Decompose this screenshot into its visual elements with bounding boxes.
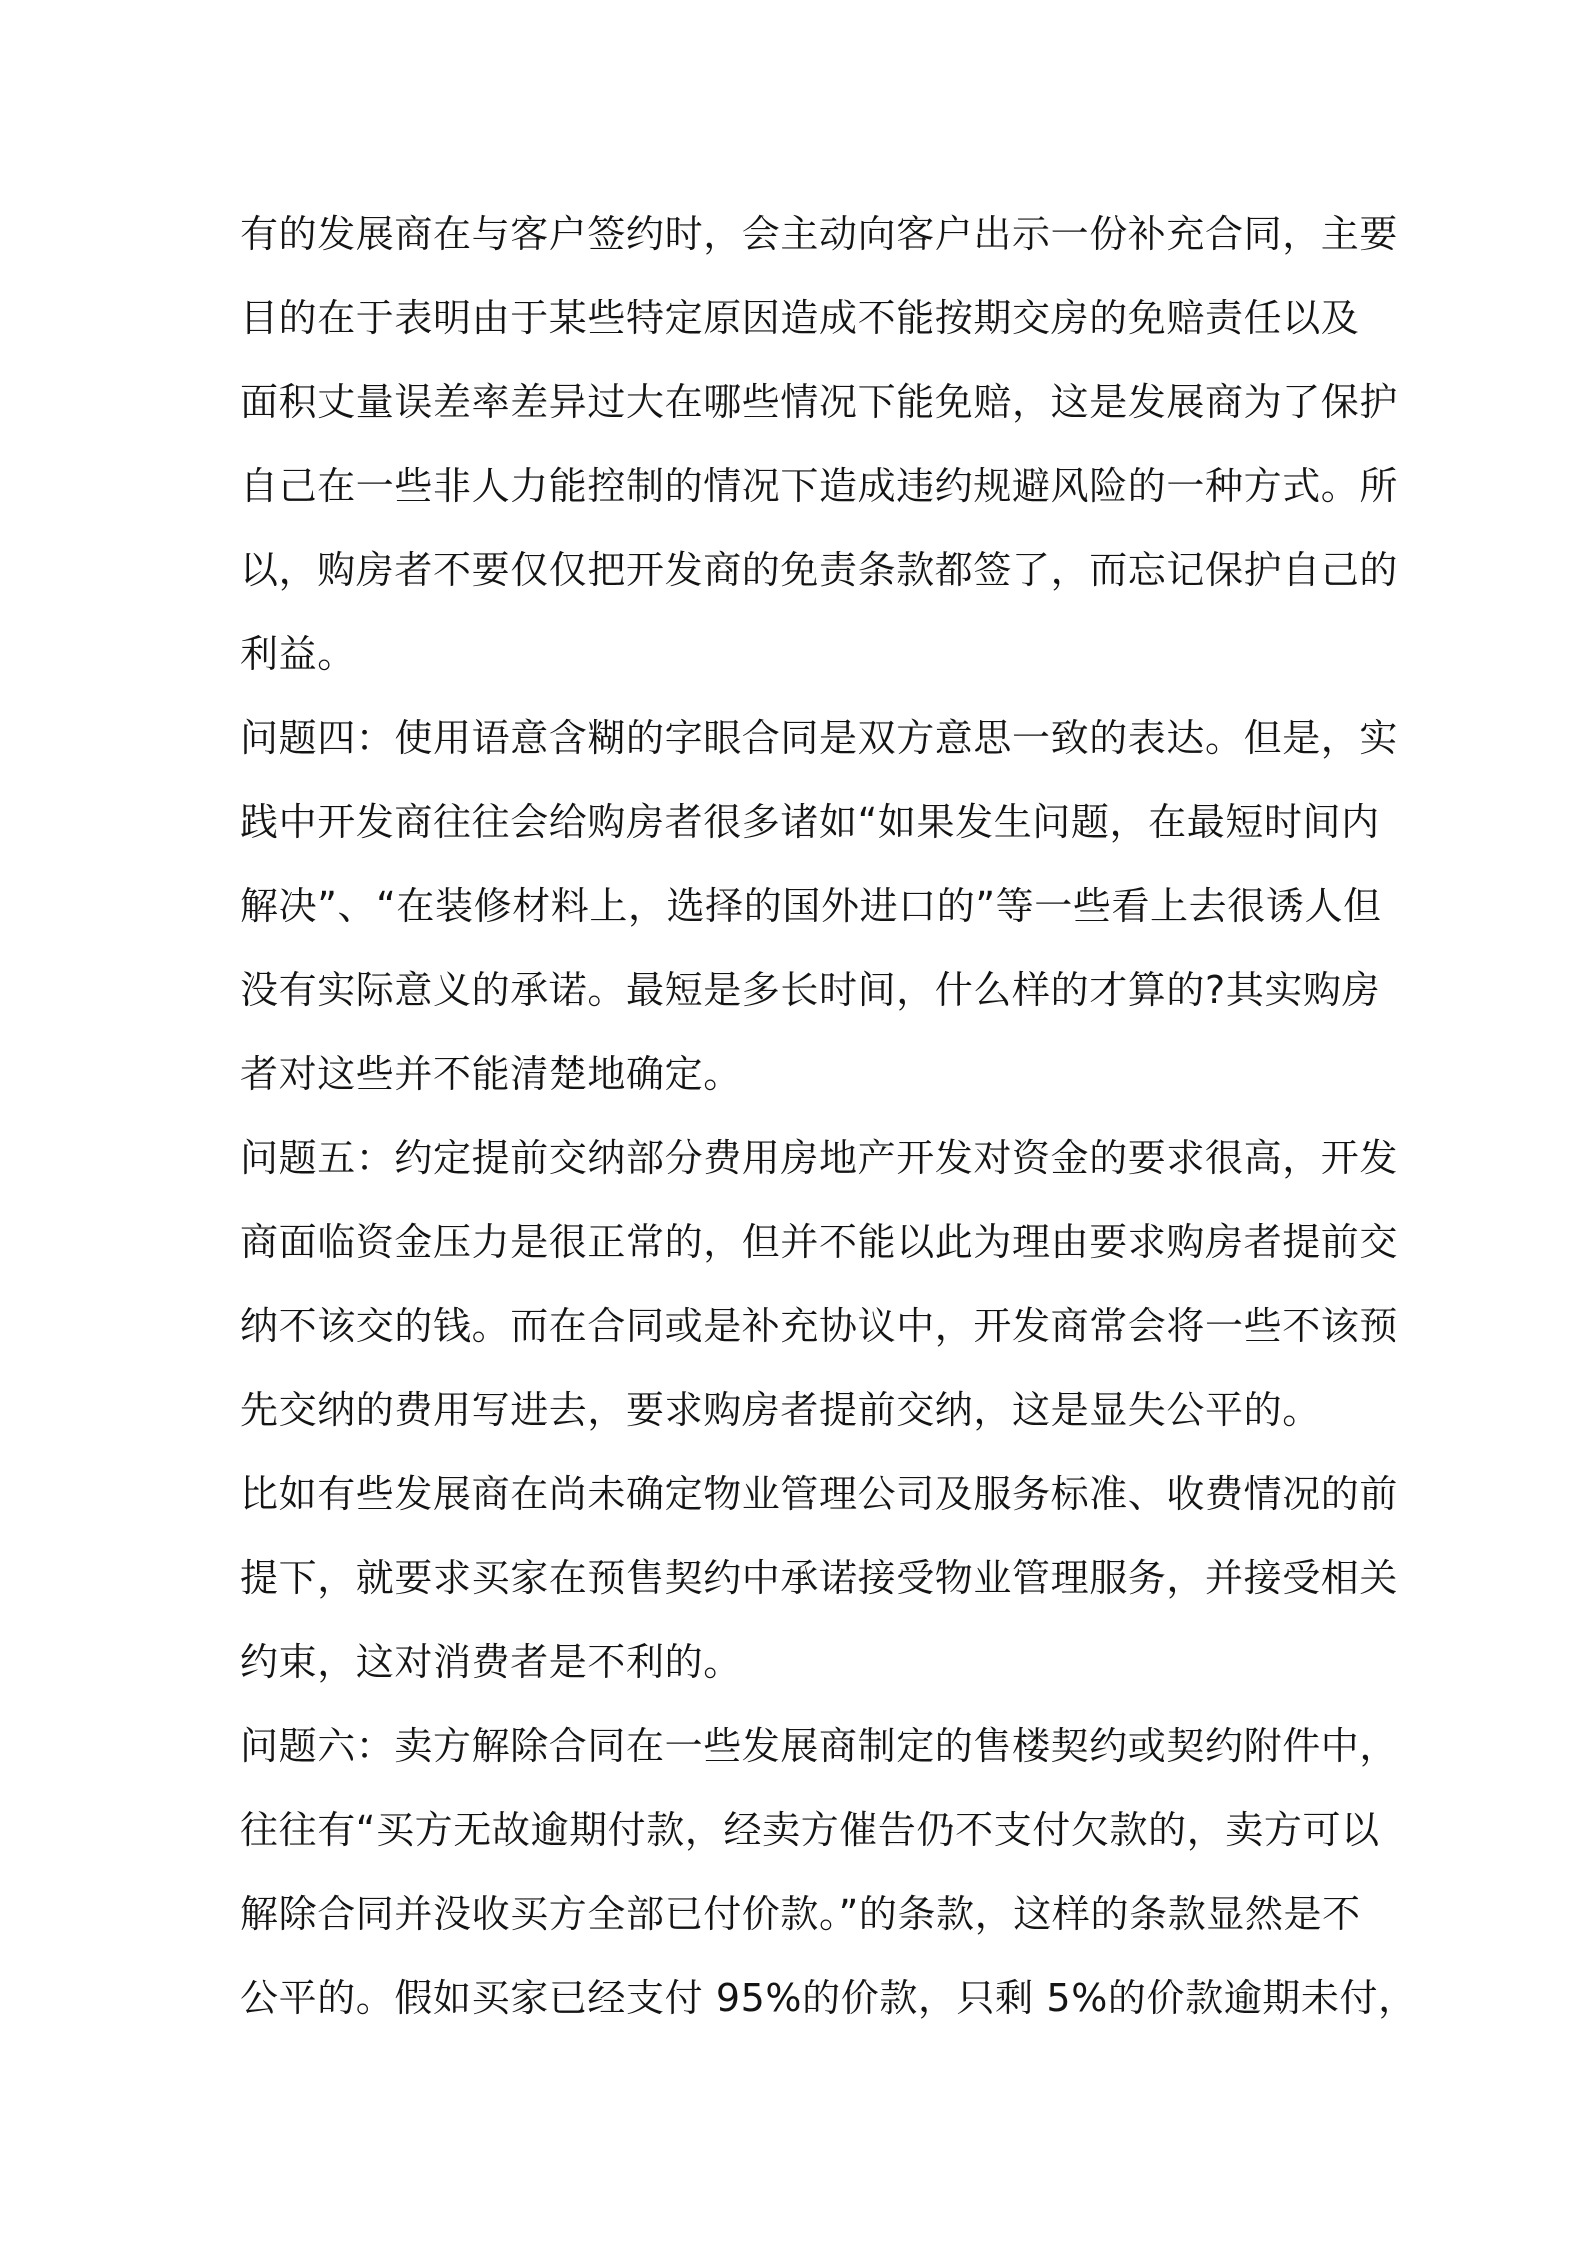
- text-line: 者对这些并不能清楚地确定。: [240, 1052, 742, 1096]
- text-line: 问题五：约定提前交纳部分费用房地产开发对资金的要求很高，开发: [240, 1136, 1399, 1180]
- text-line: 目的在于表明由于某些特定原因造成不能按期交房的免赔责任以及: [240, 296, 1360, 340]
- text-line: 解决”、“在装修材料上，选择的国外进口的”等一些看上去很诱人但: [240, 884, 1382, 928]
- body-text: [240, 192, 1417, 2040]
- text-line: 公平的。假如买家已经支付 95%的价款，只剩 5%的价款逾期未付，: [240, 1976, 1417, 2020]
- text-line: 往往有“买方无故逾期付款，经卖方催告仍不支付欠款的，卖方可以: [240, 1808, 1380, 1852]
- text-line: 比如有些发展商在尚未确定物业管理公司及服务标准、收费情况的前: [240, 1472, 1399, 1516]
- text-line: 问题四：使用语意含糊的字眼合同是双方意思一致的表达。但是，实: [240, 716, 1399, 760]
- text-line: 先交纳的费用写进去，要求购房者提前交纳，这是显失公平的。: [240, 1388, 1321, 1432]
- text-line: 解除合同并没收买方全部已付价款。”的条款，这样的条款显然是不: [240, 1892, 1361, 1936]
- text-line: 提下，就要求买家在预售契约中承诺接受物业管理服务，并接受相关: [240, 1556, 1399, 1600]
- text-line: 问题六：卖方解除合同在一些发展商制定的售楼契约或契约附件中，: [240, 1724, 1399, 1768]
- text-line: 商面临资金压力是很正常的，但并不能以此为理由要求购房者提前交: [240, 1220, 1399, 1264]
- text-line: 面积丈量误差率差异过大在哪些情况下能免赔，这是发展商为了保护: [240, 380, 1399, 424]
- text-line: 纳不该交的钱。而在合同或是补充协议中，开发商常会将一些不该预: [240, 1304, 1399, 1348]
- text-line: 自己在一些非人力能控制的情况下造成违约规避风险的一种方式。所: [240, 464, 1399, 508]
- text-line: 以，购房者不要仅仅把开发商的免责条款都签了，而忘记保护自己的: [240, 548, 1399, 592]
- text-line: 约束，这对消费者是不利的。: [240, 1640, 742, 1684]
- text-line: 利益。: [240, 632, 356, 676]
- text-line: 有的发展商在与客户签约时，会主动向客户出示一份补充合同，主要: [240, 212, 1399, 256]
- text-line: 没有实际意义的承诺。最短是多长时间，什么样的才算的?其实购房: [240, 968, 1381, 1012]
- text-line: 践中开发商往往会给购房者很多诸如“如果发生问题，在最短时间内: [240, 800, 1380, 844]
